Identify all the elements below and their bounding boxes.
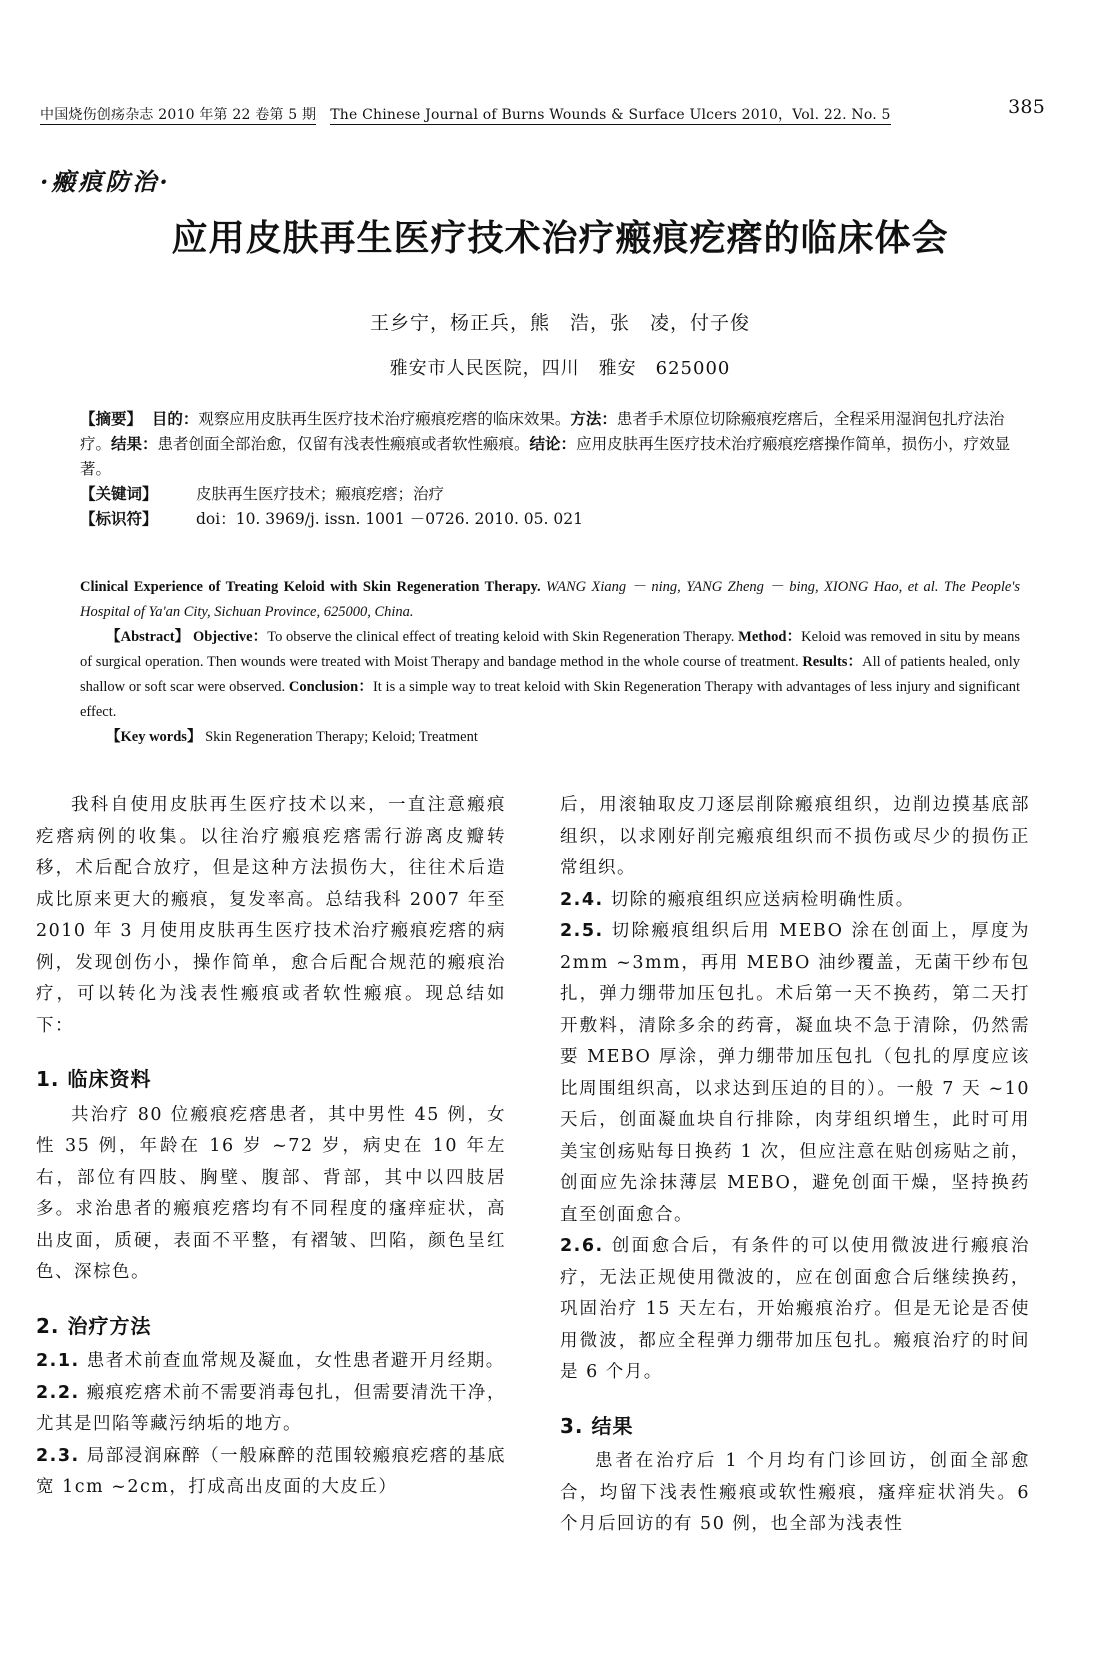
item-2-3-text: 局部浸润麻醉（一般麻醉的范围较瘢痕疙瘩的基底宽 1cm ~2cm，打成高出皮面的大皮丘）: [36, 1445, 506, 1497]
item-2-3-continued: 后，用滚轴取皮刀逐层削除瘢痕组织，边削边摸基底部组织，以求刚好削完瘢痕组织而不损伤或尽少的损伤正常组织。: [560, 795, 1030, 878]
item-2-5-number: 2.5.: [560, 921, 604, 941]
journal-name-cn: 中国烧伤创疡杂志 2010 年第 22 卷第 5 期: [40, 107, 317, 123]
intro-paragraph: 我科自使用皮肤再生医疗技术以来，一直注意瘢痕疙瘩病例的收集。以往治疗瘢痕疙瘩需行游离皮瓣转移，术后配合放疗，但是这种方法损伤大，往往术后造成比原来更大的瘢痕，复发率高。总结我科 2007 年至 2010 年 3 月使用皮肤再生医疗技术治疗瘢痕疙瘩的病例，发现创伤小，操作简单，愈合后配合规范的瘢痕治疗，可以转化为浅表性瘢痕或者软性瘢痕。现总结如下：: [36, 795, 506, 1036]
item-2-1-number: 2.1.: [36, 1351, 80, 1371]
purpose-text: 观察应用皮肤再生医疗技术治疗瘢痕疙瘩的临床效果。: [198, 410, 571, 428]
chinese-abstract: [80, 407, 1020, 532]
body-column-right: [560, 790, 1030, 1541]
english-abstract-label: 【Abstract】: [106, 629, 190, 645]
item-2-1: [36, 1346, 506, 1378]
section-2-heading: 2. 治疗方法: [36, 1313, 152, 1338]
item-2-3: [36, 1441, 506, 1504]
conclusion-text-en: It is a simple way to treat keloid with Skin Regeneration Therapy with advantages of less injury and significant effect.: [80, 679, 1020, 720]
keywords-label: 【关键词】: [80, 485, 158, 503]
english-affiliation: The People's Hospital of Ya'an City, Sichuan Province, 625000, China.: [80, 579, 1021, 620]
item-2-2-number: 2.2.: [36, 1382, 80, 1403]
section-tag: ·瘢痕防治·: [40, 167, 171, 196]
item-2-6-text: 创面愈合后，有条件的可以使用微波进行瘢痕治疗，无法正规使用微波的，应在创面愈合后继续换药，巩固治疗 15 天左右，开始瘢痕治疗。但是无论是否使用微波，都应全程弹力绷带加压包扎。瘢痕治疗的时间是 6 个月。: [560, 1236, 1030, 1382]
objective-text: To observe the clinical effect of treating keloid with Skin Regeneration Therapy.: [267, 629, 735, 645]
item-2-4-number: 2.4.: [560, 889, 604, 910]
abstract-label: 【摘要】: [80, 410, 143, 428]
conclusion-label-en: Conclusion：: [288, 679, 373, 695]
doi-text: doi：10. 3969/j. issn. 1001 －0726. 2010. 05. 021: [196, 510, 583, 528]
abstract-paragraph: [80, 407, 1020, 482]
identifier-label: 【标识符】: [80, 510, 158, 528]
conclusion-text: 应用皮肤再生医疗技术治疗瘢痕疙瘩操作简单，损伤小，疗效显著。: [80, 435, 1011, 478]
item-2-6: [560, 1231, 1030, 1389]
journal-name-en: The Chinese Journal of Burns Wounds & Surface Ulcers 2010，Vol. 22. No. 5: [330, 107, 891, 123]
item-2-2-text: 瘢痕疙瘩术前不需要消毒包扎，但需要清洗干净，尤其是凹陷等藏污纳垢的地方。: [36, 1382, 506, 1434]
english-abstract-body: [80, 625, 1020, 725]
section-3-heading: 3. 结果: [560, 1413, 634, 1438]
conclusion-label: 结论：: [529, 435, 577, 453]
objective-label: Objective：: [192, 629, 268, 645]
purpose-label: 目的：: [151, 410, 199, 428]
english-keywords-row: [80, 725, 1020, 750]
article-title: 应用皮肤再生医疗技术治疗瘢痕疙瘩的临床体会: [171, 218, 949, 259]
results-label: Results：: [802, 654, 863, 670]
item-2-4: [560, 885, 1030, 917]
english-abstract: [80, 575, 1020, 750]
method-text: 患者手术原位切除瘢痕疙瘩后，全程采用湿润包扎疗法治疗。: [80, 410, 1005, 453]
english-keywords-text: Skin Regeneration Therapy; Keloid; Treatment: [205, 729, 478, 745]
english-title-line: [80, 575, 1020, 625]
item-2-2: [36, 1378, 506, 1441]
method-label-en: Method：: [738, 629, 802, 645]
section-1-text: 共治疗 80 位瘢痕疙瘩患者，其中男性 45 例，女性 35 例，年龄在 16 岁 ~72 岁，病史在 10 年左右，部位有四肢、胸壁、腹部、背部，其中以四肢居多。求治患者的瘢痕疙瘩均有不同程度的瘙痒症状，高出皮面，质硬，表面不平整，有褶皱、凹陷，颜色呈红色、深棕色。: [36, 1104, 506, 1282]
result-text: 患者创面全部治愈，仅留有浅表性瘢痕或者软性瘢痕。: [157, 435, 530, 453]
body-column-left: [36, 790, 506, 1504]
page-number: 385: [1008, 96, 1045, 118]
english-keywords-label: 【Key words】: [106, 729, 202, 745]
item-2-5-text: 切除瘢痕组织后用 MEBO 涂在创面上，厚度为 2mm ~3mm，再用 MEBO 油纱覆盖，无菌干纱布包扎，弹力绷带加压包扎。术后第一天不换药，第二天打开敷料，清除多余的药膏，凝血块不急于清除，仍然需要 MEBO 厚涂，弹力绷带加压包扎（包扎的厚度应该比周围组织高，以求达到压迫的目的）。一般 7 天 ~10 天后，创面凝血块自行排除，肉芽组织增生，此时可用美宝创疡贴每日换药 1 次，但应注意在贴创疡贴之前，创面应先涂抹薄层 MEBO，避免创面干燥，坚持换药直至创面愈合。: [560, 921, 1030, 1225]
keywords-row: [80, 482, 1020, 507]
item-2-6-number: 2.6.: [560, 1236, 604, 1256]
method-text-en: Keloid was removed in situ by means of surgical operation. Then wounds were treated with Moist Therapy and bandage method in the whole course of treatment.: [80, 629, 1020, 670]
item-2-1-text: 患者术前查血常规及凝血，女性患者避开月经期。: [86, 1351, 505, 1371]
item-2-3-number: 2.3.: [36, 1445, 80, 1466]
section-3-text: 患者在治疗后 1 个月均有门诊回访，创面全部愈合，均留下浅表性瘢痕或软性瘢痕，瘙痒症状消失。6 个月后回访的有 50 例，也全部为浅表性: [560, 1451, 1030, 1534]
method-label: 方法：: [570, 410, 617, 428]
english-title: Clinical Experience of Treating Keloid with Skin Regeneration Therapy.: [80, 579, 541, 595]
results-text: All of patients healed, only shallow or soft scar were observed.: [80, 654, 1020, 695]
affiliation: 雅安市人民医院，四川 雅安 625000: [389, 358, 731, 379]
author-list: 王乡宁，杨正兵，熊 浩，张 凌，付子俊: [369, 312, 750, 334]
running-header: [40, 96, 1045, 124]
item-2-5: [560, 916, 1030, 1231]
item-2-4-text: 切除的瘢痕组织应送病检明确性质。: [610, 889, 915, 910]
identifier-row: [80, 507, 1020, 532]
english-authors: WANG Xiang － ning, YANG Zheng － bing, XIONG Hao, et al.: [546, 579, 939, 595]
result-label: 结果：: [111, 435, 158, 453]
section-1-heading: 1. 临床资料: [36, 1067, 152, 1091]
keywords-text: 皮肤再生医疗技术；瘢痕疙瘩；治疗: [196, 485, 445, 503]
